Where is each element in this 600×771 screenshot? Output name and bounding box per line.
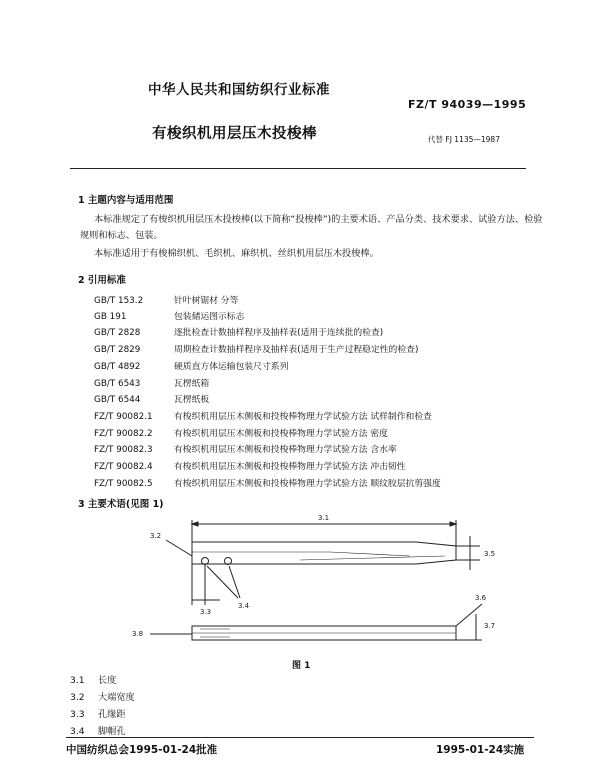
term-item	[70, 689, 135, 703]
term-name: 孔缘距	[98, 709, 126, 720]
reference-item	[94, 442, 397, 455]
term-number: 3.1	[70, 675, 85, 686]
reference-item	[94, 392, 209, 405]
dimension-label-3-6: 3.6	[475, 594, 487, 602]
approval-date: 中国纺织总会1995-01-24批准	[66, 744, 218, 756]
reference-item	[94, 409, 432, 422]
effective-date: 1995-01-24实施	[436, 744, 525, 756]
reference-item	[94, 342, 418, 355]
footer-rule	[66, 737, 534, 738]
term-name: 长度	[98, 675, 117, 686]
reference-item	[94, 359, 288, 372]
figure-1-drawing	[0, 505, 600, 655]
reference-title: 瓦楞纸箱	[174, 379, 210, 389]
reference-number: GB/T 4892	[94, 362, 141, 372]
dimension-label-3-8: 3.8	[132, 630, 144, 638]
dimension-label-3-7: 3.7	[484, 622, 496, 630]
reference-title: 有梭织机用层压木侧板和投梭棒物理力学试验方法 密度	[174, 429, 388, 439]
standard-code: FZ/T 94039—1995	[408, 98, 527, 111]
figure-caption: 图 1	[292, 661, 311, 671]
reference-number: GB/T 6543	[94, 379, 141, 389]
reference-item	[94, 376, 209, 389]
reference-number: GB 191	[94, 312, 127, 322]
reference-number: FZ/T 90082.3	[94, 445, 153, 455]
reference-item	[94, 459, 406, 472]
term-number: 3.3	[70, 709, 85, 720]
reference-item	[94, 426, 388, 439]
reference-title: 有梭织机用层压木侧板和投梭棒物理力学试验方法 含水率	[174, 445, 397, 455]
section-1-heading: 1 主题内容与适用范围	[78, 195, 174, 206]
document-title: 有梭织机用层压木投梭棒	[152, 126, 317, 142]
issuing-organization: 中华人民共和国纺织行业标准	[148, 82, 330, 98]
reference-title: 周期检查计数抽样程序及抽样表(适用于生产过程稳定性的检查)	[174, 345, 419, 355]
header-rule	[70, 168, 526, 169]
reference-number: GB/T 2828	[94, 328, 141, 338]
reference-item	[94, 476, 441, 489]
foot-cap-hole-icon	[202, 558, 209, 565]
reference-title: 逐批检查计数抽样程序及抽样表(适用于连续批的检查)	[174, 328, 384, 338]
reference-title: 瓦楞纸板	[174, 395, 210, 405]
reference-number: GB/T 6544	[94, 395, 141, 405]
section-1-paragraph-2: 本标准适用于有梭棉织机、毛织机、麻织机、丝织机用层压木投梭棒。	[94, 248, 379, 259]
reference-item	[94, 309, 244, 322]
term-number: 3.4	[70, 726, 85, 737]
dimension-label-3-4: 3.4	[238, 602, 250, 610]
term-item	[70, 672, 116, 686]
term-name: 脚帽孔	[98, 726, 126, 737]
reference-item	[94, 293, 238, 306]
section-1-paragraph-1: 本标准规定了有梭织机用层压木投梭棒(以下简称“投梭棒”)的主要术语、产品分类、技术要求、试验方法、检验规则和标志、包装。	[80, 214, 543, 241]
reference-number: FZ/T 90082.1	[94, 412, 153, 422]
dimension-label-3-5: 3.5	[484, 550, 496, 558]
dimension-label-3-3: 3.3	[200, 608, 212, 616]
reference-number: GB/T 2829	[94, 345, 141, 355]
reference-title: 有梭织机用层压木侧板和投梭棒物理力学试验方法 顺纹胶层抗剪强度	[174, 479, 441, 489]
reference-title: 有梭织机用层压木侧板和投梭棒物理力学试验方法 冲击韧性	[174, 462, 406, 472]
term-number: 3.2	[70, 692, 85, 703]
reference-title: 有梭织机用层压木侧板和投梭棒物理力学试验方法 试样制作和检查	[174, 412, 432, 422]
reference-title: 包装储运图示标志	[174, 312, 245, 322]
dimension-label-3-2: 3.2	[150, 532, 162, 540]
term-name: 大端宽度	[98, 692, 135, 703]
term-item	[70, 723, 126, 737]
foot-cap-hole-icon	[225, 558, 232, 565]
reference-number: FZ/T 90082.5	[94, 479, 153, 489]
replaces-note: 代替 FJ 1135—1987	[428, 135, 500, 144]
section-3-heading: 3 主要术语(见图 1)	[78, 499, 164, 510]
reference-title: 针叶树锯材 分等	[174, 296, 239, 306]
reference-number: FZ/T 90082.4	[94, 462, 153, 472]
reference-title: 硬质直方体运输包装尺寸系列	[174, 362, 289, 372]
term-item	[70, 706, 126, 720]
section-2-heading: 2 引用标准	[78, 275, 126, 286]
dimension-label-3-1: 3.1	[318, 514, 330, 522]
reference-number: GB/T 153.2	[94, 296, 144, 306]
reference-number: FZ/T 90082.2	[94, 429, 153, 439]
reference-item	[94, 325, 383, 338]
